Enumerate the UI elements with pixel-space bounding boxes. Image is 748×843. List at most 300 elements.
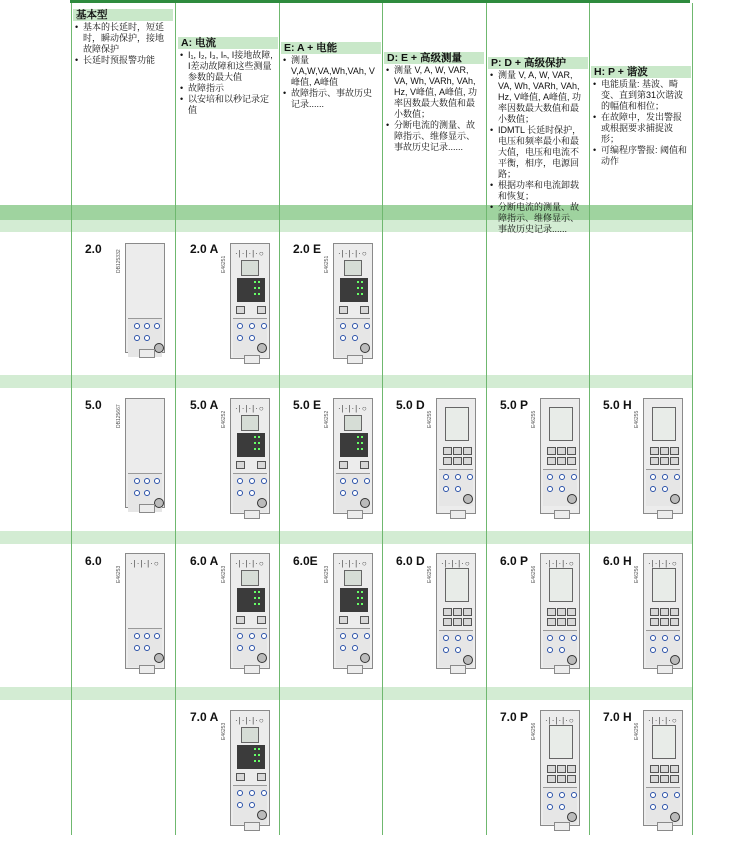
status-led — [357, 287, 359, 289]
test-knob — [360, 653, 370, 663]
status-led — [361, 591, 363, 593]
terminal-dot — [662, 635, 668, 641]
status-led — [258, 603, 260, 605]
status-led — [258, 436, 260, 438]
status-led — [254, 448, 256, 450]
keypad-button — [670, 608, 679, 616]
status-led — [361, 436, 363, 438]
terminal-dot — [249, 478, 255, 484]
model-label: 5.0 H — [603, 398, 632, 412]
keypad-button — [567, 447, 576, 455]
trip-unit-image — [333, 398, 373, 514]
model-label: 5.0 — [85, 398, 102, 412]
column-header-2 — [281, 42, 381, 110]
status-led — [254, 287, 256, 289]
column-title: D: E + 高级测量 — [384, 52, 484, 64]
terminal-dot — [547, 792, 553, 798]
trip-unit-image — [230, 243, 270, 359]
device-top-marks: ·|·|·|·○ — [235, 716, 265, 725]
model-label: 7.0 P — [500, 710, 529, 724]
trip-unit-image — [230, 553, 270, 669]
column-header-1 — [178, 37, 278, 116]
column-divider — [71, 3, 72, 835]
terminal-dot — [455, 647, 461, 653]
terminal-dot — [559, 804, 565, 810]
mount-tab — [347, 665, 363, 674]
mount-tab — [657, 510, 673, 519]
terminal-dot — [455, 474, 461, 480]
keypad-button — [650, 618, 659, 626]
trip-unit-image — [125, 553, 165, 669]
terminal-dot — [547, 474, 553, 480]
terminal-block — [233, 628, 267, 667]
terminal-block — [233, 318, 267, 357]
test-knob — [257, 653, 267, 663]
terminal-dot — [340, 633, 346, 639]
mount-tab — [347, 510, 363, 519]
terminal-dot — [340, 335, 346, 341]
keypad-button — [567, 765, 576, 773]
keypad-button — [567, 608, 576, 616]
status-led — [254, 748, 256, 750]
column-divider — [175, 3, 176, 835]
model-label: 6.0 P — [500, 554, 529, 568]
device-top-marks: ·|·|·|·○ — [338, 559, 368, 568]
terminal-dot — [352, 633, 358, 639]
indicator-panel — [237, 433, 265, 457]
terminal-dot — [144, 335, 150, 341]
test-knob — [567, 494, 577, 504]
display-screen — [241, 727, 259, 743]
catalog-code: E46256 — [531, 565, 537, 583]
feature-bullet: • 测量 V, A, W, VAR, VA, Wh, VARh, VAh, Hz, V峰值, A峰值, 功率因数最大数值和最小数值； — [386, 65, 482, 120]
trip-unit-image — [333, 553, 373, 669]
keypad-button — [650, 608, 659, 616]
terminal-dot — [340, 323, 346, 329]
trip-unit-image — [125, 398, 165, 508]
nav-button — [236, 461, 245, 469]
feature-bullet: • 以安培和以秒记录定值 — [180, 94, 276, 116]
column-divider — [589, 3, 590, 835]
terminal-dot — [443, 635, 449, 641]
column-divider — [486, 3, 487, 835]
device-top-marks: ·|·|·|·○ — [235, 559, 265, 568]
model-label: 7.0 A — [190, 710, 219, 724]
model-label: 5.0 E — [293, 398, 322, 412]
terminal-dot — [249, 490, 255, 496]
terminal-block — [646, 630, 680, 667]
keypad-button — [453, 608, 462, 616]
status-led — [254, 442, 256, 444]
mount-tab — [554, 510, 570, 519]
terminal-dot — [261, 323, 267, 329]
terminal-dot — [261, 633, 267, 639]
catalog-code: E46255 — [427, 410, 433, 428]
column-title: H: P + 谐波 — [591, 66, 691, 78]
test-knob — [360, 498, 370, 508]
device-top-marks: ·|·|·|·○ — [235, 249, 265, 258]
model-label: 6.0E — [293, 554, 318, 568]
terminal-dot — [547, 635, 553, 641]
terminal-dot — [650, 635, 656, 641]
terminal-dot — [134, 633, 140, 639]
terminal-dot — [455, 635, 461, 641]
indicator-panel — [340, 588, 368, 612]
mount-tab — [657, 822, 673, 831]
feature-bullet: • IDMTL 长延时保护，电压和频率最小和最大值，电压和电流不平衡，相序，电源回路； — [490, 125, 586, 180]
feature-bullet: • 测量 V, A, W, VAR, VA, Wh, VARh, VAh, Hz, V峰值, A峰值, 功率因数最大数值和最小数值； — [490, 70, 586, 125]
terminal-dot — [559, 792, 565, 798]
display-screen — [241, 415, 259, 431]
trip-unit-image — [436, 553, 476, 669]
terminal-dot — [144, 478, 150, 484]
terminal-dot — [662, 792, 668, 798]
mount-tab — [244, 355, 260, 364]
terminal-block — [646, 469, 680, 506]
feature-bullet: • 根据功率和电流卸载和恢复； — [490, 180, 586, 202]
test-knob — [670, 494, 680, 504]
feature-bullet: • 测量V,A,W,VA,Wh,VAh, V峰值, A峰值 — [283, 55, 379, 88]
terminal-dot — [144, 490, 150, 496]
keypad-button — [547, 775, 556, 783]
keypad-button — [557, 775, 566, 783]
nav-button — [339, 461, 348, 469]
status-led — [357, 591, 359, 593]
terminal-dot — [455, 486, 461, 492]
model-label: 5.0 P — [500, 398, 529, 412]
terminal-dot — [352, 478, 358, 484]
status-led — [258, 442, 260, 444]
lcd-screen — [652, 725, 676, 759]
status-led — [254, 436, 256, 438]
terminal-dot — [154, 633, 160, 639]
keypad-button — [650, 765, 659, 773]
catalog-code: E46251 — [324, 255, 330, 273]
terminal-dot — [237, 478, 243, 484]
terminal-dot — [340, 478, 346, 484]
nav-button — [257, 616, 266, 624]
column-header-3 — [384, 52, 484, 153]
status-led — [258, 748, 260, 750]
status-led — [361, 448, 363, 450]
terminal-block — [336, 318, 370, 357]
terminal-dot — [352, 490, 358, 496]
terminal-dot — [364, 478, 370, 484]
terminal-dot — [237, 335, 243, 341]
keypad-button — [557, 765, 566, 773]
trip-unit-image — [540, 710, 580, 826]
column-header-0 — [73, 9, 173, 66]
trip-unit-image — [643, 398, 683, 514]
terminal-dot — [364, 633, 370, 639]
feature-bullet: • 故障指示、事故历史记录...... — [283, 88, 379, 110]
terminal-dot — [237, 490, 243, 496]
terminal-block — [646, 787, 680, 824]
terminal-dot — [154, 323, 160, 329]
catalog-code: E46252 — [221, 410, 227, 428]
column-title: P: D + 高级保护 — [488, 57, 588, 69]
feature-bullet: • 分断电流的测量、故障指示、维修显示、事故历史记录...... — [490, 202, 586, 235]
terminal-dot — [352, 645, 358, 651]
lcd-screen — [445, 407, 469, 441]
model-label: 6.0 — [85, 554, 102, 568]
status-led — [357, 597, 359, 599]
catalog-code: E46251 — [221, 255, 227, 273]
terminal-dot — [144, 323, 150, 329]
lcd-screen — [549, 725, 573, 759]
nav-button — [236, 306, 245, 314]
status-led — [258, 287, 260, 289]
terminal-dot — [134, 335, 140, 341]
keypad-button — [463, 618, 472, 626]
status-led — [361, 597, 363, 599]
terminal-dot — [650, 486, 656, 492]
terminal-dot — [559, 474, 565, 480]
terminal-dot — [547, 486, 553, 492]
keypad-button — [547, 608, 556, 616]
terminal-dot — [352, 335, 358, 341]
column-divider — [279, 3, 280, 835]
keypad-button — [660, 765, 669, 773]
nav-button — [360, 616, 369, 624]
status-led — [361, 281, 363, 283]
terminal-dot — [352, 323, 358, 329]
mount-tab — [244, 822, 260, 831]
status-led — [361, 442, 363, 444]
keypad-button — [670, 457, 679, 465]
test-knob — [154, 343, 164, 353]
terminal-dot — [154, 478, 160, 484]
terminal-dot — [571, 792, 577, 798]
indicator-panel — [340, 433, 368, 457]
terminal-dot — [249, 790, 255, 796]
status-led — [357, 603, 359, 605]
lcd-screen — [652, 407, 676, 441]
catalog-code: E46256 — [427, 565, 433, 583]
terminal-block — [128, 628, 162, 667]
mount-tab — [554, 665, 570, 674]
status-led — [357, 436, 359, 438]
model-label: 2.0 — [85, 242, 102, 256]
status-led — [254, 760, 256, 762]
mount-tab — [657, 665, 673, 674]
device-top-marks: ·|·|·|·○ — [545, 716, 575, 725]
terminal-dot — [650, 804, 656, 810]
keypad-button — [443, 608, 452, 616]
test-knob — [567, 655, 577, 665]
test-knob — [154, 653, 164, 663]
terminal-dot — [650, 647, 656, 653]
keypad-button — [660, 608, 669, 616]
trip-unit-image — [125, 243, 165, 353]
trip-unit-image — [540, 398, 580, 514]
terminal-block — [543, 469, 577, 506]
terminal-dot — [261, 790, 267, 796]
feature-bullet: • 可编程序警报: 阈值和动作 — [593, 145, 689, 167]
feature-bullet: • 故障指示 — [180, 83, 276, 94]
status-led — [258, 448, 260, 450]
indicator-panel — [237, 588, 265, 612]
model-label: 6.0 D — [396, 554, 425, 568]
terminal-dot — [249, 335, 255, 341]
terminal-dot — [237, 802, 243, 808]
keypad-button — [670, 775, 679, 783]
catalog-code: E46253 — [324, 565, 330, 583]
feature-bullet: • 分断电流的测量、故障指示、维修显示、事故历史记录...... — [386, 120, 482, 153]
terminal-dot — [467, 635, 473, 641]
terminal-dot — [547, 804, 553, 810]
keypad-button — [650, 457, 659, 465]
catalog-code: E46256 — [531, 722, 537, 740]
status-led — [258, 591, 260, 593]
keypad-button — [443, 447, 452, 455]
catalog-code: E46256 — [634, 565, 640, 583]
keypad-button — [547, 447, 556, 455]
terminal-dot — [674, 474, 680, 480]
feature-bullet: • 基本的长延时，短延时，瞬动保护，接地故障保护 — [75, 22, 171, 55]
keypad-button — [567, 457, 576, 465]
test-knob — [154, 498, 164, 508]
test-knob — [670, 812, 680, 822]
nav-button — [236, 773, 245, 781]
keypad-button — [660, 618, 669, 626]
test-knob — [463, 494, 473, 504]
terminal-dot — [237, 790, 243, 796]
nav-button — [360, 461, 369, 469]
display-screen — [344, 570, 362, 586]
feature-bullet: • 在故障中，发出警报或根据要求捕捉波形； — [593, 112, 689, 145]
nav-button — [257, 461, 266, 469]
terminal-dot — [249, 802, 255, 808]
trip-unit-image — [643, 710, 683, 826]
status-led — [361, 287, 363, 289]
terminal-dot — [249, 645, 255, 651]
test-knob — [670, 655, 680, 665]
device-top-marks: ·|·|·|·○ — [648, 559, 678, 568]
status-led — [254, 281, 256, 283]
status-led — [357, 293, 359, 295]
device-top-marks: ·|·|·|·○ — [545, 559, 575, 568]
catalog-code: E46255 — [531, 410, 537, 428]
terminal-dot — [559, 486, 565, 492]
terminal-dot — [134, 323, 140, 329]
device-top-marks: ·|·|·|·○ — [338, 404, 368, 413]
mount-tab — [244, 665, 260, 674]
mount-tab — [450, 510, 466, 519]
mount-tab — [554, 822, 570, 831]
terminal-dot — [674, 792, 680, 798]
model-label: 6.0 H — [603, 554, 632, 568]
status-led — [258, 597, 260, 599]
terminal-dot — [134, 645, 140, 651]
trip-unit-image — [436, 398, 476, 514]
status-led — [258, 293, 260, 295]
nav-button — [257, 773, 266, 781]
nav-button — [360, 306, 369, 314]
indicator-panel — [237, 278, 265, 302]
terminal-dot — [559, 635, 565, 641]
trip-unit-image — [333, 243, 373, 359]
terminal-dot — [340, 490, 346, 496]
keypad-button — [660, 447, 669, 455]
terminal-dot — [571, 474, 577, 480]
keypad-button — [650, 775, 659, 783]
model-label: 5.0 A — [190, 398, 219, 412]
terminal-dot — [237, 645, 243, 651]
terminal-block — [336, 473, 370, 512]
keypad-button — [557, 447, 566, 455]
catalog-code: E46252 — [324, 410, 330, 428]
mount-tab — [139, 349, 155, 358]
keypad-button — [547, 457, 556, 465]
keypad-button — [567, 618, 576, 626]
terminal-block — [233, 473, 267, 512]
nav-button — [236, 616, 245, 624]
keypad-button — [463, 608, 472, 616]
status-led — [258, 760, 260, 762]
device-top-marks: ·|·|·|·○ — [441, 559, 471, 568]
keypad-button — [463, 457, 472, 465]
display-screen — [344, 415, 362, 431]
column-divider — [692, 3, 693, 835]
mount-tab — [139, 504, 155, 513]
keypad-button — [660, 457, 669, 465]
catalog-code: E46253 — [221, 565, 227, 583]
terminal-dot — [571, 635, 577, 641]
status-led — [258, 281, 260, 283]
device-top-marks: ·|·|·|·○ — [235, 404, 265, 413]
test-knob — [463, 655, 473, 665]
feature-bullet: • 电能质量: 基波、畸变、直到第31次谐波的幅值和相位； — [593, 79, 689, 112]
terminal-dot — [249, 323, 255, 329]
nav-button — [257, 306, 266, 314]
keypad-button — [547, 765, 556, 773]
terminal-block — [336, 628, 370, 667]
model-label: 5.0 D — [396, 398, 425, 412]
keypad-button — [650, 447, 659, 455]
status-led — [254, 754, 256, 756]
terminal-dot — [144, 633, 150, 639]
lcd-screen — [652, 568, 676, 602]
status-led — [357, 442, 359, 444]
feature-bullet: • 长延时预报警功能 — [75, 55, 171, 66]
column-header-4 — [488, 57, 588, 235]
catalog-code: E46253 — [116, 565, 122, 583]
trip-unit-image — [643, 553, 683, 669]
column-header-5 — [591, 66, 691, 167]
column-title: 基本型 — [73, 9, 173, 21]
terminal-dot — [443, 647, 449, 653]
device-top-marks: ·|·|·|·○ — [648, 716, 678, 725]
keypad-button — [660, 775, 669, 783]
terminal-dot — [650, 474, 656, 480]
nav-button — [339, 306, 348, 314]
model-label: 2.0 E — [293, 242, 322, 256]
status-led — [258, 754, 260, 756]
keypad-button — [443, 457, 452, 465]
keypad-button — [557, 457, 566, 465]
terminal-dot — [261, 478, 267, 484]
terminal-dot — [674, 635, 680, 641]
test-knob — [360, 343, 370, 353]
terminal-block — [439, 469, 473, 506]
keypad-button — [670, 765, 679, 773]
indicator-panel — [340, 278, 368, 302]
terminal-dot — [237, 633, 243, 639]
terminal-dot — [443, 486, 449, 492]
terminal-dot — [662, 486, 668, 492]
mount-tab — [347, 355, 363, 364]
